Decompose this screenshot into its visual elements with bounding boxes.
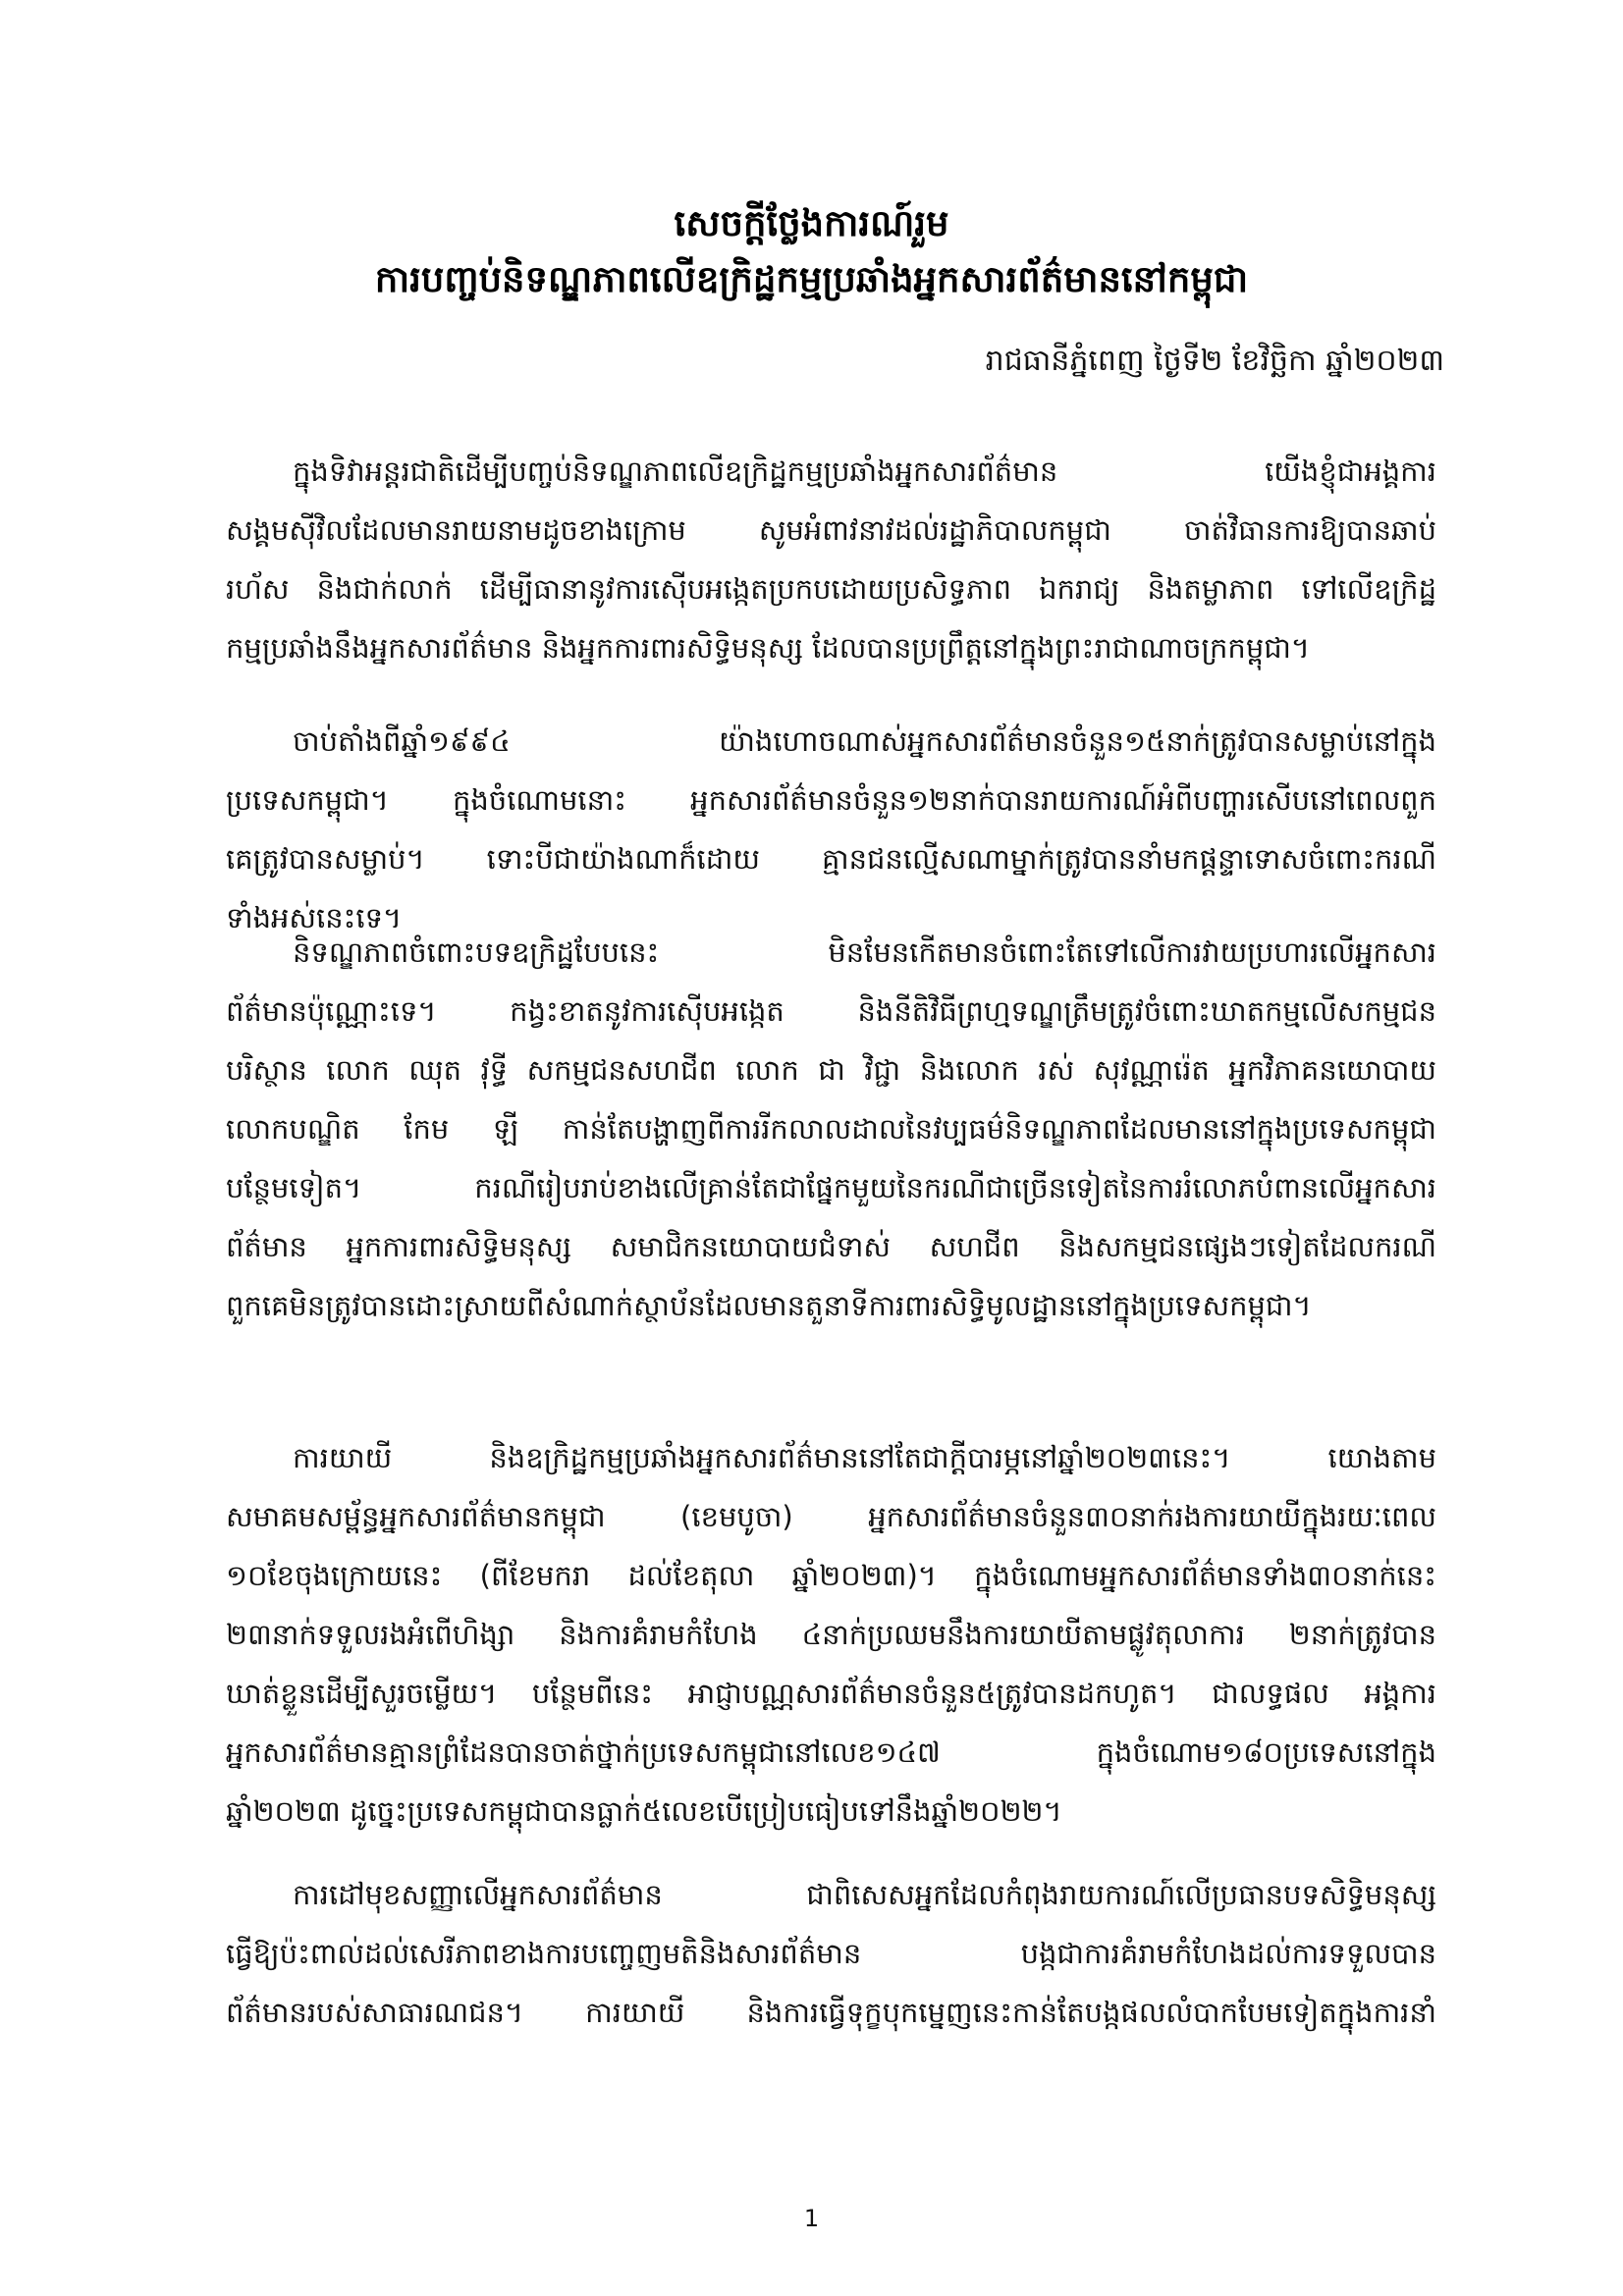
paragraph-line: សមាគមសម្ព័ន្ធអ្នកសារព័ត៌មានកម្ពុជា (ខេមបូចា) អ្នកសារព័ត៌មានចំនួន៣០នាក់រងការយាយីក្នុងរយៈពេល	[226, 1500, 1436, 1533]
paragraph-line: គេត្រូវបានសម្លាប់។ ទោះបីជាយ៉ាងណាក៏ដោយ គ្មានជនល្មើសណាម្នាក់ត្រូវបាននាំមកផ្តន្ទាទោសចំពោះករណី	[226, 842, 1436, 876]
paragraph-line: អ្នកសារព័ត៌មានគ្មានព្រំដែនបានចាត់ថ្នាក់ប្រទេសកម្ពុជានៅលេខ១៤៧ ក្នុងចំណោម១៨០ប្រទេសនៅក្នុង	[226, 1735, 1436, 1769]
paragraph-line: និទណ្ឌភាពចំពោះបទឧក្រិដ្ឋបែបនេះ មិនមែនកើតមានចំពោះតែទៅលើការវាយប្រហារលើអ្នកសារ	[293, 935, 1436, 969]
paragraph-3	[226, 923, 1436, 1335]
statement-title: សេចក្តីថ្លែងការណ៍រួម	[674, 202, 949, 244]
paragraph-1	[226, 442, 1436, 677]
paragraph-line: កម្មប្រឆាំងនឹងអ្នកសារព័ត៌មាន និងអ្នកការពារសិទ្ធិមនុស្ស ដែលបានប្រព្រឹត្តនៅក្នុងព្រះរាជាណាចក្រកម្ពុជា។	[226, 631, 1310, 665]
paragraph-line: ១០ខែចុងក្រោយនេះ (ពីខែមករា ដល់ខែតុលា ឆ្នាំ២០២៣)។ ក្នុងចំណោមអ្នកសារព័ត៌មានទាំង៣០នាក់នេះ	[226, 1559, 1436, 1592]
paragraph-line: ពួកគេមិនត្រូវបានដោះស្រាយពីសំណាក់ស្ថាប័នដែលមានតួនាទីការពារសិទ្ធិមូលដ្ឋាននៅក្នុងប្រទេសកម្ពុជា។	[226, 1289, 1312, 1322]
paragraph-line: ធ្វើឱ្យប៉ះពាល់ដល់សេរីភាពខាងការបញ្ចេញមតិនិងសារព័ត៌មាន បង្កជាការគំរាមកំហែងដល់ការទទួលបាន	[226, 1937, 1436, 1970]
page-number: 1	[803, 2205, 820, 2232]
paragraph-line: ឆ្នាំ២០២៣ ដូច្នេះប្រទេសកម្ពុជាបានធ្លាក់៥លេខបើប្រៀបធៀបទៅនឹងឆ្នាំ២០២២។	[226, 1794, 1062, 1828]
paragraph-line: បរិស្ថាន លោក ឈុត វុទ្ធី សកម្មជនសហជីព លោក ជា វិជ្ជា និងលោក រស់ សុវណ្ណារ៉េត អ្នកវិភាគនយោបាយ	[226, 1053, 1436, 1087]
paragraph-line: ក្នុងទិវាអន្តរជាតិដើម្បីបញ្ចប់និទណ្ឌភាពលើឧក្រិដ្ឋកម្មប្រឆាំងអ្នកសារព័ត៌មាន យើងខ្ញុំជាអង្គការ	[293, 454, 1436, 488]
paragraph-line: ប្រទេសកម្ពុជា។ ក្នុងចំណោមនោះ អ្នកសារព័ត៌មានចំនួន១២នាក់បានរាយការណ៍អំពីបញ្ហារសើបនៅពេលពួក	[226, 783, 1436, 817]
paragraph-line: ២៣នាក់ទទួលរងអំពើហិង្សា និងការគំរាមកំហែង ៤នាក់ប្រឈមនឹងការយាយីតាមផ្លូវតុលាការ ២នាក់ត្រូវបាន	[226, 1618, 1436, 1651]
dateline: រាជធានីភ្នំពេញ ថ្ងៃទី២ ខែវិច្ឆិកា ឆ្នាំ២០២៣	[985, 344, 1444, 378]
paragraph-line: សង្គមស៊ីវិលដែលមានរាយនាមដូចខាងក្រោម សូមអំពាវនាវដល់រដ្ឋាភិបាលកម្ពុជា ចាត់វិធានការឱ្យបានឆាប់	[226, 513, 1436, 547]
paragraph-line: រហ័ស និងជាក់លាក់ ដើម្បីធានានូវការស៊ើបអង្កេតប្រកបដោយប្រសិទ្ធភាព ឯករាជ្យ និងតម្លាភាព ទៅលើឧក្រិដ្ឋ	[226, 572, 1436, 606]
paragraph-5	[226, 1865, 1436, 2042]
paragraph-4	[226, 1428, 1436, 1841]
paragraph-line: បន្ថែមទៀត។ ករណីរៀបរាប់ខាងលើគ្រាន់តែជាផ្នែកមួយនៃករណីជាច្រើនទៀតនៃការរំលោភបំពានលើអ្នកសារ	[226, 1171, 1436, 1204]
statement-subtitle: ការបញ្ចប់និទណ្ឌភាពលើឧក្រិដ្ឋកម្មប្រឆាំងអ្នកសារព័ត៌មាននៅកម្ពុជា	[374, 258, 1249, 300]
paragraph-line: ការដៅមុខសញ្ញាលើអ្នកសារព័ត៌មាន ជាពិសេសអ្នកដែលកំពុងរាយការណ៍លើប្រធានបទសិទ្ធិមនុស្ស	[293, 1878, 1436, 1911]
paragraph-line: លោកបណ្ឌិត កែម ឡី កាន់តែបង្ហាញពីការរីកលាលដាលនៃវប្បធម៌និទណ្ឌភាពដែលមាននៅក្នុងប្រទេសកម្ពុជា	[226, 1112, 1436, 1146]
paragraph-line: ទាំងអស់នេះទេ។	[226, 901, 403, 934]
paragraph-line: ព័ត៌មានប៉ុណ្ណោះទេ។ កង្វះខាតនូវការស៊ើបអង្កេត និងនីតិវិធីព្រហ្មទណ្ឌត្រឹមត្រូវចំពោះឃាតកម្មលើសកម្មជន	[226, 994, 1436, 1028]
paragraph-line: ព័ត៌មានរបស់សាធារណជន។ ការយាយី និងការធ្វើទុក្ខបុកម្នេញនេះកាន់តែបង្កផលលំបាកបែមទៀតក្នុងការនាំ	[226, 1996, 1436, 2029]
paragraph-line: ឃាត់ខ្លួនដើម្បីសួរចម្លើយ។ បន្ថែមពីនេះ អាជ្ញាបណ្ណសារព័ត៌មានចំនួន៥ត្រូវបានដកហូត។ ជាលទ្ធផល អង្គការ	[226, 1677, 1436, 1710]
paragraph-line: ចាប់តាំងពីឆ្នាំ១៩៩៤ យ៉ាងហោចណាស់អ្នកសារព័ត៌មានចំនួន១៥នាក់ត្រូវបានសម្លាប់នៅក្នុង	[293, 724, 1436, 758]
paragraph-2	[226, 712, 1436, 947]
paragraph-line: ព័ត៌មាន អ្នកការពារសិទ្ធិមនុស្ស សមាជិកនយោបាយជំទាស់ សហជីព និងសកម្មជនផ្សេងៗទៀតដែលករណី	[226, 1230, 1436, 1263]
paragraph-line: ការយាយី និងឧក្រិដ្ឋកម្មប្រឆាំងអ្នកសារព័ត៌មាននៅតែជាក្តីបារម្ភនៅឆ្នាំ២០២៣នេះ។ យោងតាម	[293, 1441, 1436, 1474]
